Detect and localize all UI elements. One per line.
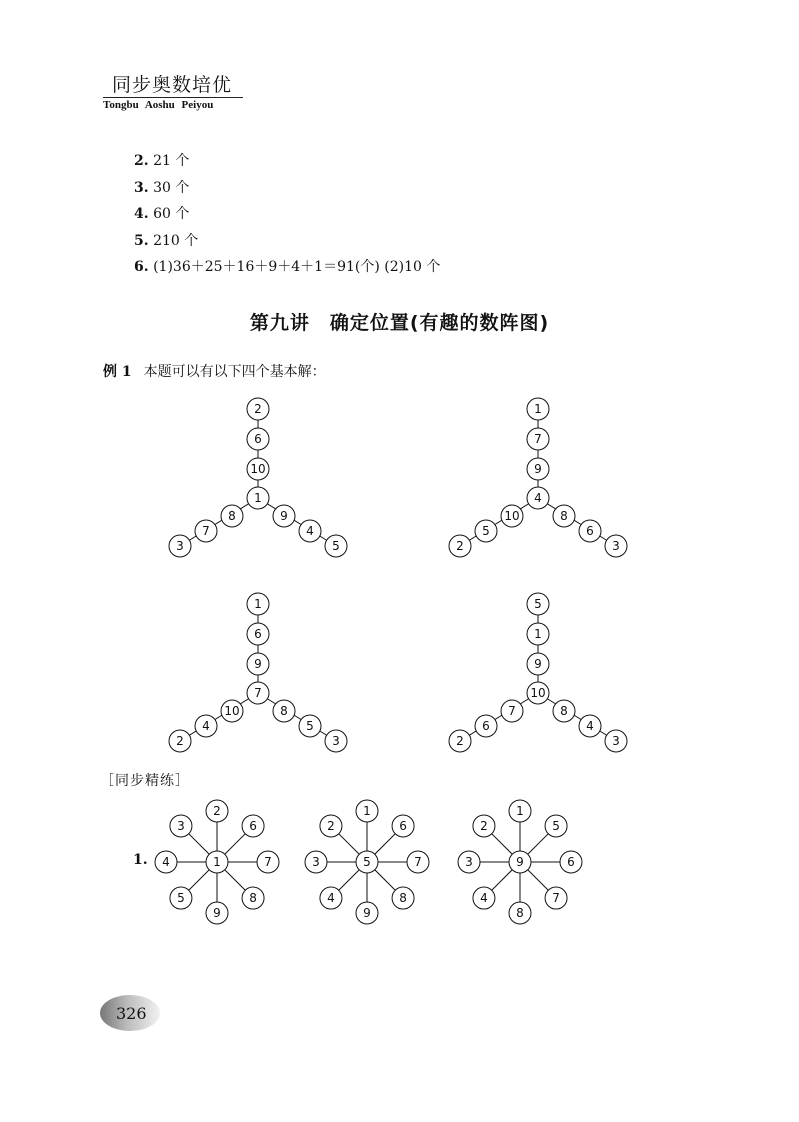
number-node xyxy=(247,398,269,420)
node-value: 4 xyxy=(586,719,594,733)
three-arm-diagram xyxy=(169,398,347,557)
node-value: 9 xyxy=(534,657,542,671)
node-value: 8 xyxy=(516,906,524,920)
connector-line xyxy=(180,498,258,546)
number-node xyxy=(501,505,523,527)
node-value: 3 xyxy=(332,734,340,748)
node-value: 3 xyxy=(177,818,185,833)
connector-line xyxy=(460,498,538,546)
node-value: 3 xyxy=(465,855,473,869)
number-node xyxy=(527,428,549,450)
node-value: 6 xyxy=(249,818,257,833)
node-value: 3 xyxy=(312,855,320,869)
number-node xyxy=(305,851,327,873)
number-node xyxy=(605,535,627,557)
node-value: 10 xyxy=(250,462,266,476)
number-node xyxy=(247,682,269,704)
node-value: 1 xyxy=(534,627,542,641)
node-value: 4 xyxy=(162,855,170,869)
number-node xyxy=(527,653,549,675)
number-node xyxy=(356,902,378,924)
node-value: 5 xyxy=(363,855,371,869)
node-value: 8 xyxy=(560,509,568,523)
number-node xyxy=(195,715,217,737)
number-node xyxy=(325,535,347,557)
number-node xyxy=(553,700,575,722)
node-value: 6 xyxy=(482,719,490,733)
number-node xyxy=(320,887,342,909)
number-node xyxy=(545,887,567,909)
number-node xyxy=(392,815,414,837)
node-value: 7 xyxy=(414,855,422,869)
number-node xyxy=(221,505,243,527)
number-node xyxy=(325,730,347,752)
node-value: 10 xyxy=(530,686,546,700)
number-node xyxy=(195,520,217,542)
number-node xyxy=(247,623,269,645)
number-node xyxy=(527,458,549,480)
node-value: 5 xyxy=(552,818,560,833)
node-value: 9 xyxy=(363,906,371,920)
node-value: 6 xyxy=(254,432,262,446)
number-node xyxy=(206,851,228,873)
node-value: 1 xyxy=(534,402,542,416)
node-value: 1 xyxy=(254,597,262,611)
node-value: 1 xyxy=(516,804,524,818)
answer-number: 2. xyxy=(134,153,149,169)
number-node xyxy=(579,520,601,542)
three-arm-diagram xyxy=(169,593,347,752)
node-value: 9 xyxy=(534,462,542,476)
number-node xyxy=(473,887,495,909)
connector-line xyxy=(180,693,258,741)
number-node xyxy=(247,593,269,615)
answer-text: 210 个 xyxy=(148,232,199,249)
three-arm-diagram xyxy=(449,593,627,752)
practice-label: ［同步精练］ xyxy=(100,773,190,789)
number-node xyxy=(475,520,497,542)
node-value: 10 xyxy=(504,509,520,523)
node-value: 8 xyxy=(560,704,568,718)
node-value: 6 xyxy=(567,855,575,869)
node-value: 9 xyxy=(254,657,262,671)
number-node xyxy=(356,851,378,873)
node-value: 4 xyxy=(534,491,542,505)
node-value: 6 xyxy=(586,524,594,538)
node-value: 4 xyxy=(202,719,210,733)
number-node xyxy=(449,535,471,557)
node-value: 8 xyxy=(280,704,288,718)
header-title: 同步奥数培优 xyxy=(112,74,233,96)
number-node xyxy=(553,505,575,527)
number-node xyxy=(475,715,497,737)
answer-text: 30 个 xyxy=(148,179,190,196)
node-value: 3 xyxy=(176,539,184,553)
number-node xyxy=(509,800,531,822)
number-node xyxy=(509,851,531,873)
answer-number: 5. xyxy=(134,232,149,249)
node-value: 9 xyxy=(280,509,288,523)
number-node xyxy=(247,653,269,675)
node-value: 7 xyxy=(508,704,516,718)
node-value: 6 xyxy=(254,627,262,641)
node-value: 5 xyxy=(534,597,542,611)
number-node xyxy=(170,815,192,837)
answer-text: (1)36＋25＋16＋9＋4＋1＝91(个) (2)10 个 xyxy=(148,259,441,275)
node-value: 1 xyxy=(254,491,262,505)
page-number: 326 xyxy=(116,1004,147,1023)
node-value: 2 xyxy=(176,734,184,748)
node-value: 2 xyxy=(254,402,262,416)
answer-number: 6. xyxy=(134,259,149,275)
connector-line xyxy=(258,498,336,546)
node-value: 3 xyxy=(612,539,620,553)
number-node xyxy=(473,815,495,837)
number-node xyxy=(299,715,321,737)
node-value: 5 xyxy=(177,891,185,906)
number-node xyxy=(170,887,192,909)
number-node xyxy=(320,815,342,837)
number-node xyxy=(247,458,269,480)
number-node xyxy=(273,505,295,527)
number-node xyxy=(206,902,228,924)
node-value: 2 xyxy=(480,818,488,833)
node-value: 6 xyxy=(399,818,407,833)
number-node xyxy=(299,520,321,542)
node-value: 4 xyxy=(306,524,314,538)
star-diagram xyxy=(305,800,429,924)
node-value: 5 xyxy=(332,539,340,553)
number-node xyxy=(407,851,429,873)
node-value: 1 xyxy=(363,804,371,818)
node-value: 7 xyxy=(202,524,210,538)
node-value: 7 xyxy=(254,686,262,700)
lecture-title: 第九讲 确定位置(有趣的数阵图) xyxy=(249,312,550,334)
three-arm-diagram xyxy=(449,398,627,557)
node-value: 4 xyxy=(327,891,335,906)
header-subtitle: Tongbu Aoshu Peiyou xyxy=(103,99,214,111)
number-node xyxy=(155,851,177,873)
node-value: 2 xyxy=(456,734,464,748)
number-node xyxy=(169,535,191,557)
answer-text: 60 个 xyxy=(148,206,190,222)
node-value: 9 xyxy=(213,906,221,920)
star-diagram xyxy=(458,800,582,924)
node-value: 1 xyxy=(213,855,221,869)
number-node xyxy=(242,887,264,909)
number-node xyxy=(257,851,279,873)
node-value: 9 xyxy=(516,855,524,869)
connector-line xyxy=(538,498,616,546)
number-node xyxy=(560,851,582,873)
number-node xyxy=(509,902,531,924)
number-node xyxy=(458,851,480,873)
number-node xyxy=(273,700,295,722)
number-node xyxy=(242,815,264,837)
connector-line xyxy=(538,693,616,741)
node-value: 4 xyxy=(480,891,488,906)
answer-number: 3. xyxy=(134,179,149,196)
node-value: 3 xyxy=(612,734,620,748)
number-node xyxy=(527,593,549,615)
number-node xyxy=(545,815,567,837)
number-node xyxy=(221,700,243,722)
node-value: 10 xyxy=(224,704,240,718)
node-value: 8 xyxy=(249,891,257,906)
answer-number: 4. xyxy=(134,206,149,222)
node-value: 7 xyxy=(264,855,272,869)
number-node xyxy=(527,398,549,420)
number-node xyxy=(527,623,549,645)
node-value: 7 xyxy=(552,891,560,906)
star-diagram xyxy=(155,800,279,924)
number-node xyxy=(605,730,627,752)
number-node xyxy=(169,730,191,752)
page-number-badge xyxy=(100,995,160,1033)
number-node xyxy=(392,887,414,909)
number-node xyxy=(247,428,269,450)
number-node xyxy=(449,730,471,752)
node-value: 5 xyxy=(482,524,490,538)
number-node xyxy=(356,800,378,822)
number-node xyxy=(247,487,269,509)
node-value: 8 xyxy=(228,509,236,523)
node-value: 5 xyxy=(306,719,314,733)
node-value: 2 xyxy=(456,539,464,553)
node-value: 2 xyxy=(327,818,335,833)
connector-line xyxy=(258,693,336,741)
answer-text: 21 个 xyxy=(148,153,190,169)
number-node xyxy=(527,487,549,509)
node-value: 8 xyxy=(399,891,407,906)
example-label: 例 1 xyxy=(103,364,132,380)
question-label: 1. xyxy=(133,852,148,868)
node-value: 2 xyxy=(213,804,221,818)
node-value: 7 xyxy=(534,432,542,446)
number-node xyxy=(579,715,601,737)
connector-line xyxy=(460,693,538,741)
number-node xyxy=(527,682,549,704)
example-text: 本题可以有以下四个基本解： xyxy=(143,364,326,380)
number-node xyxy=(206,800,228,822)
number-node xyxy=(501,700,523,722)
